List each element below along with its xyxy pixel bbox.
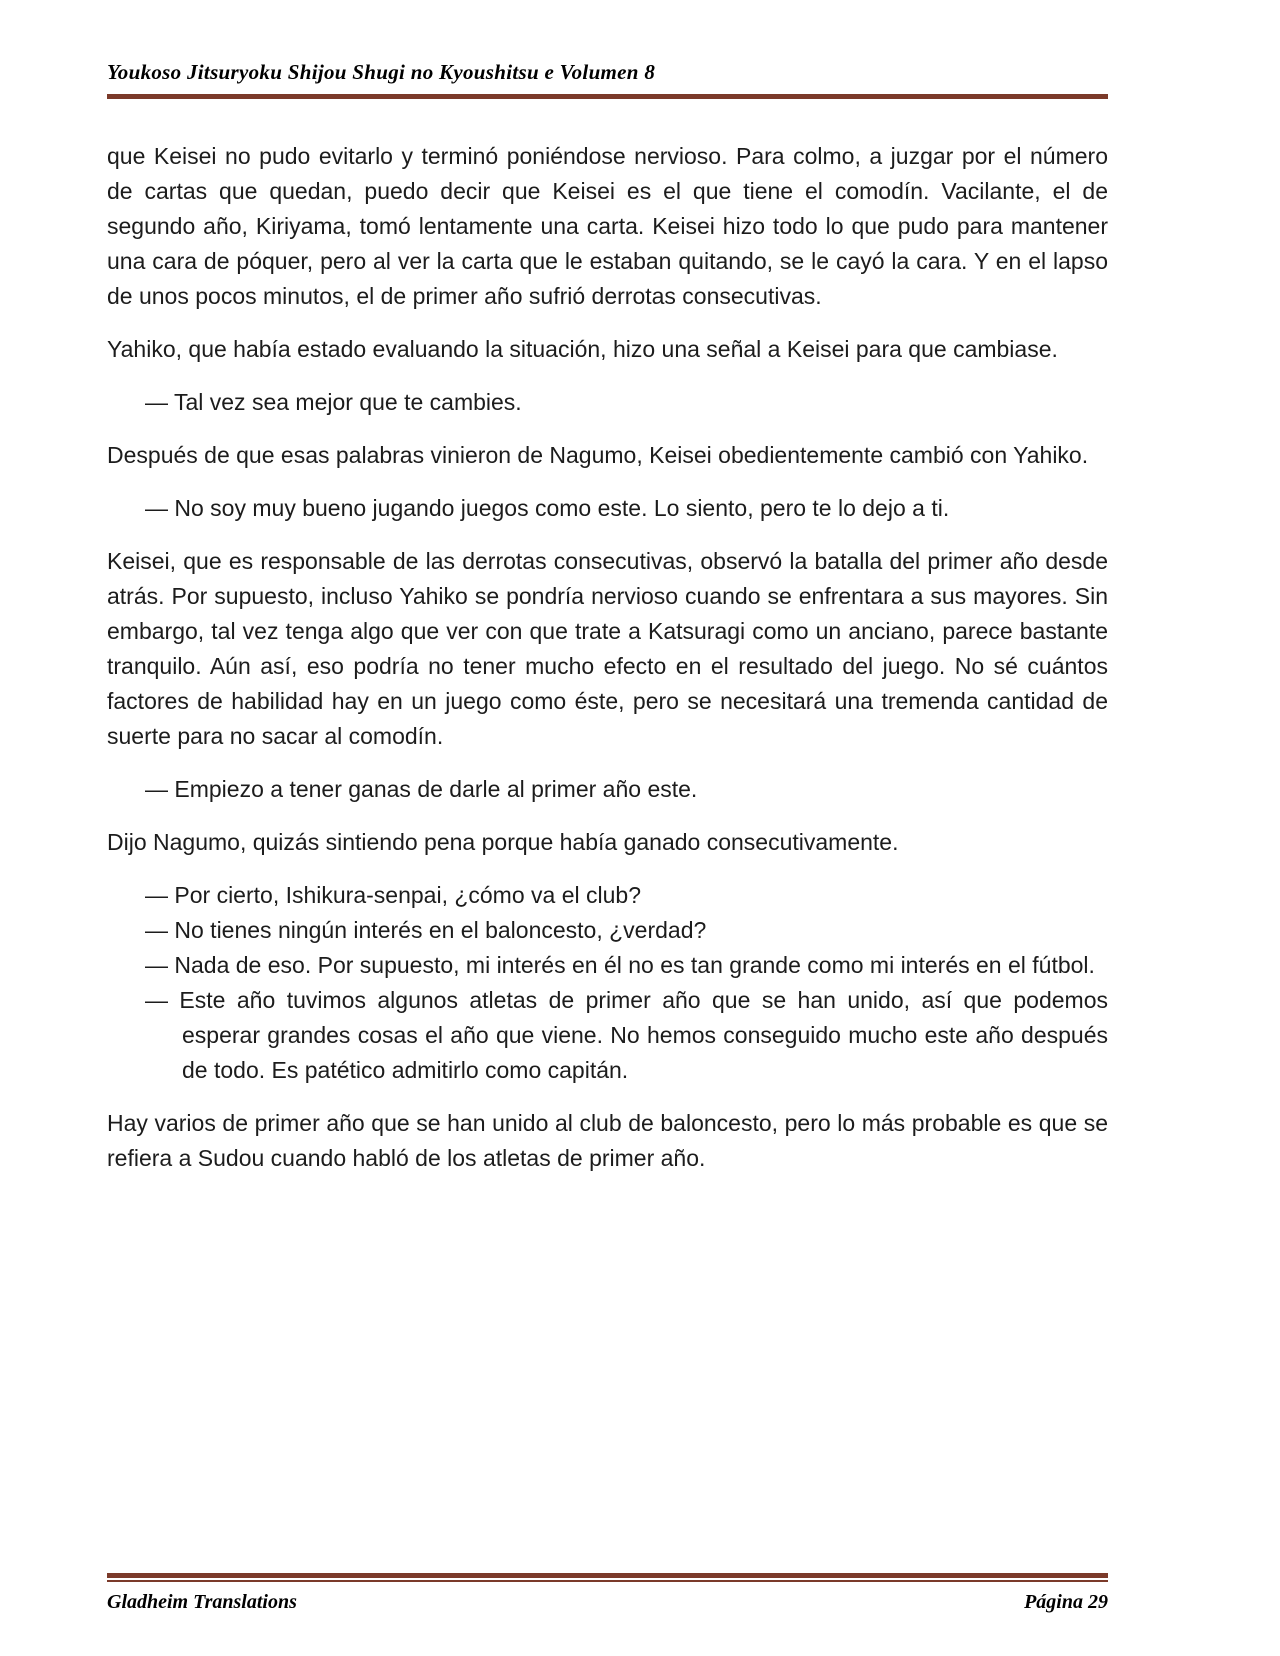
dialogue-line: — Tal vez sea mejor que te cambies.	[145, 389, 522, 415]
dialogue-line: — No soy muy bueno jugando juegos como este. Lo siento, pero te lo dejo a ti.	[145, 495, 950, 521]
footer-rule-thick	[107, 1573, 1108, 1578]
footer-page-number: Página 29	[1024, 1591, 1108, 1613]
dialogue-line: — Empiezo a tener ganas de darle al primer año este.	[145, 776, 698, 802]
footer-row	[107, 1591, 1108, 1614]
paragraph: Después de que esas palabras vinieron de Nagumo, Keisei obedientemente cambió con Yahiko.	[107, 442, 1089, 468]
dialogue-line: — Este año tuvimos algunos atletas de primer año que se han unido, así que podemos esperar grandes cosas el año que viene. No hemos conseguido mucho este año después de todo. Es patético admitirlo como capitán.	[145, 987, 1108, 1083]
page-header	[107, 60, 1108, 99]
dialogue-group	[107, 878, 1108, 1088]
paragraph: que Keisei no pudo evitarlo y terminó poniéndose nervioso. Para colmo, a juzgar por el número de cartas que quedan, puedo decir que Keisei es el que tiene el comodín. Vacilante, el de segundo año, Kiriyama, tomó lentamente una carta. Keisei hizo todo lo que pudo para mantener una cara de póquer, pero al ver la carta que le estaban quitando, se le cayó la cara. Y en el lapso de unos pocos minutos, el de primer año sufrió derrotas consecutivas.	[107, 143, 1108, 309]
dialogue-line: — No tienes ningún interés en el baloncesto, ¿verdad?	[145, 917, 707, 943]
document-body	[107, 139, 1108, 1176]
header-rule	[107, 94, 1108, 99]
dialogue-line: — Nada de eso. Por supuesto, mi interés en él no es tan grande como mi interés en el fútbol.	[145, 952, 1095, 978]
paragraph: Dijo Nagumo, quizás sintiendo pena porque había ganado consecutivamente.	[107, 829, 899, 855]
paragraph: Hay varios de primer año que se han unido al club de baloncesto, pero lo más probable es que se refiera a Sudou cuando habló de los atletas de primer año.	[107, 1110, 1108, 1171]
page-footer	[107, 1573, 1108, 1614]
dialogue-line: — Por cierto, Ishikura-senpai, ¿cómo va el club?	[145, 882, 641, 908]
paragraph: Yahiko, que había estado evaluando la situación, hizo una señal a Keisei para que cambiase.	[107, 336, 1058, 362]
footer-rule-thin	[107, 1580, 1108, 1582]
footer-translator-credit: Gladheim Translations	[107, 1591, 297, 1613]
page-title: Youkoso Jitsuryoku Shijou Shugi no Kyoushitsu e Volumen 8	[107, 60, 656, 84]
paragraph: Keisei, que es responsable de las derrotas consecutivas, observó la batalla del primer año desde atrás. Por supuesto, incluso Yahiko se pondría nervioso cuando se enfrentara a sus mayores. Sin embargo, tal vez tenga algo que ver con que trate a Katsuragi como un anciano, parece bastante tranquilo. Aún así, eso podría no tener mucho efecto en el resultado del juego. No sé cuántos factores de habilidad hay en un juego como éste, pero se necesitará una tremenda cantidad de suerte para no sacar al comodín.	[107, 548, 1108, 749]
